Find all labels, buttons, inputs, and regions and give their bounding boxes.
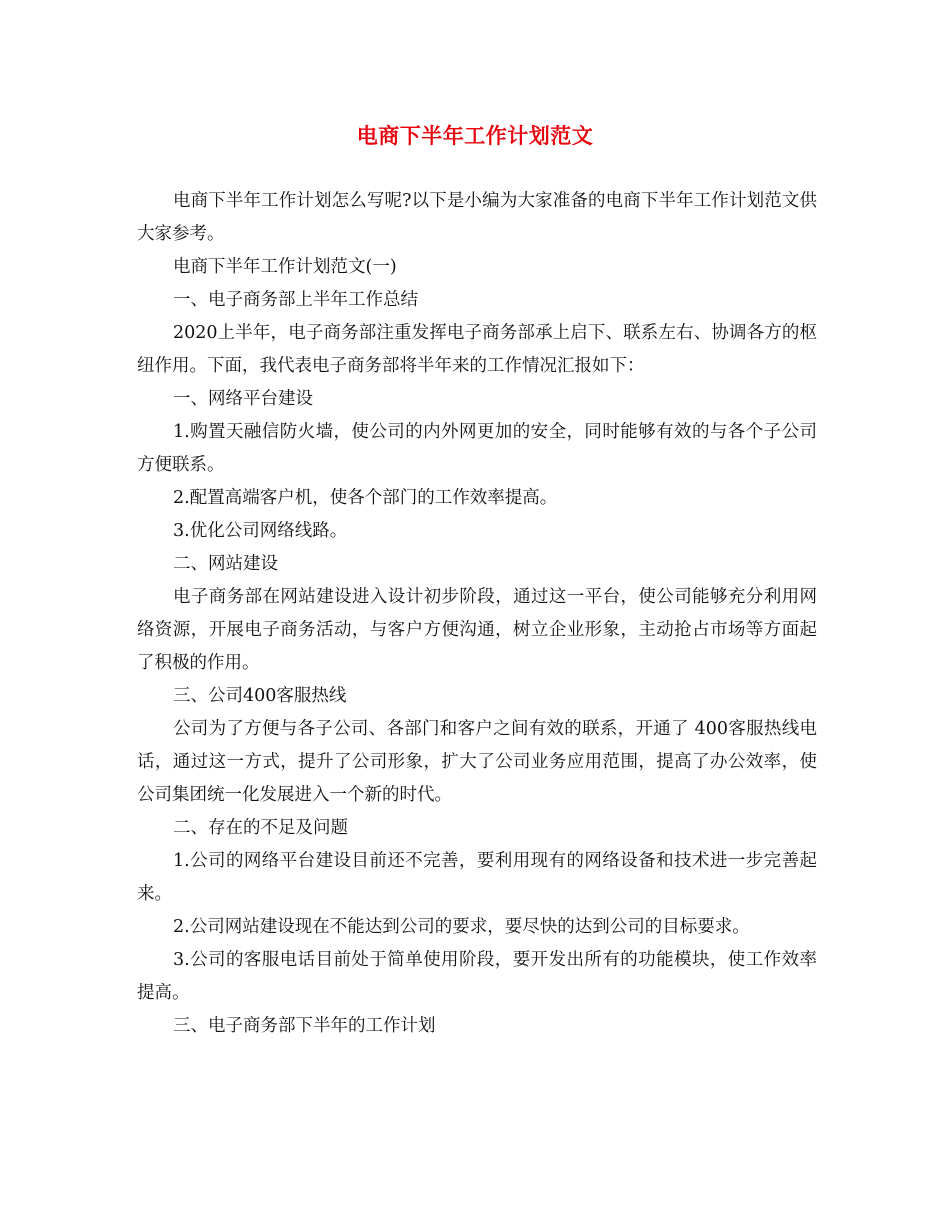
section-heading: 二、存在的不足及问题: [173, 818, 348, 838]
list-item: 1.公司的网络平台建设目前还不完善，要利用现有的网络设备和技术进一步完善起来。: [137, 851, 817, 904]
section-heading: 二、网站建设: [173, 554, 278, 574]
intro-paragraph: 电商下半年工作计划怎么写呢?以下是小编为大家准备的电商下半年工作计划范文供大家参考。: [137, 191, 817, 244]
section-heading: 三、电子商务部下半年的工作计划: [173, 1016, 436, 1036]
document-body: [137, 185, 817, 1043]
paragraph: 电子商务部在网站建设进入设计初步阶段，通过这一平台，使公司能够充分利用网络资源，开展电子商务活动，与客户方便沟通，树立企业形象，主动抢占市场等方面起了积极的作用。: [137, 587, 817, 673]
section-heading: 一、网络平台建设: [173, 389, 313, 409]
list-item: 3.公司的客服电话目前处于简单使用阶段，要开发出所有的功能模块，使工作效率提高。: [137, 950, 817, 1003]
list-item: 2.公司网站建设现在不能达到公司的要求，要尽快的达到公司的目标要求。: [173, 917, 750, 937]
section-heading: 电商下半年工作计划范文(一): [173, 257, 397, 277]
list-item: 1.购置天融信防火墙，使公司的内外网更加的安全，同时能够有效的与各个子公司方便联系。: [137, 422, 817, 475]
document-title: 电商下半年工作计划范文: [356, 123, 594, 148]
paragraph: 2020上半年，电子商务部注重发挥电子商务部承上启下、联系左右、协调各方的枢纽作用。下面，我代表电子商务部将半年来的工作情况汇报如下：: [137, 323, 817, 376]
paragraph: 公司为了方便与各子公司、各部门和客户之间有效的联系，开通了 400客服热线电话，通过这一方式，提升了公司形象，扩大了公司业务应用范围，提高了办公效率，使公司集团统一化发展进入一个新的时代。: [137, 719, 817, 805]
section-heading: 一、电子商务部上半年工作总结: [173, 290, 418, 310]
list-item: 3.优化公司网络线路。: [173, 521, 348, 541]
list-item: 2.配置高端客户机，使各个部门的工作效率提高。: [173, 488, 558, 508]
section-heading: 三、公司400客服热线: [173, 686, 347, 706]
